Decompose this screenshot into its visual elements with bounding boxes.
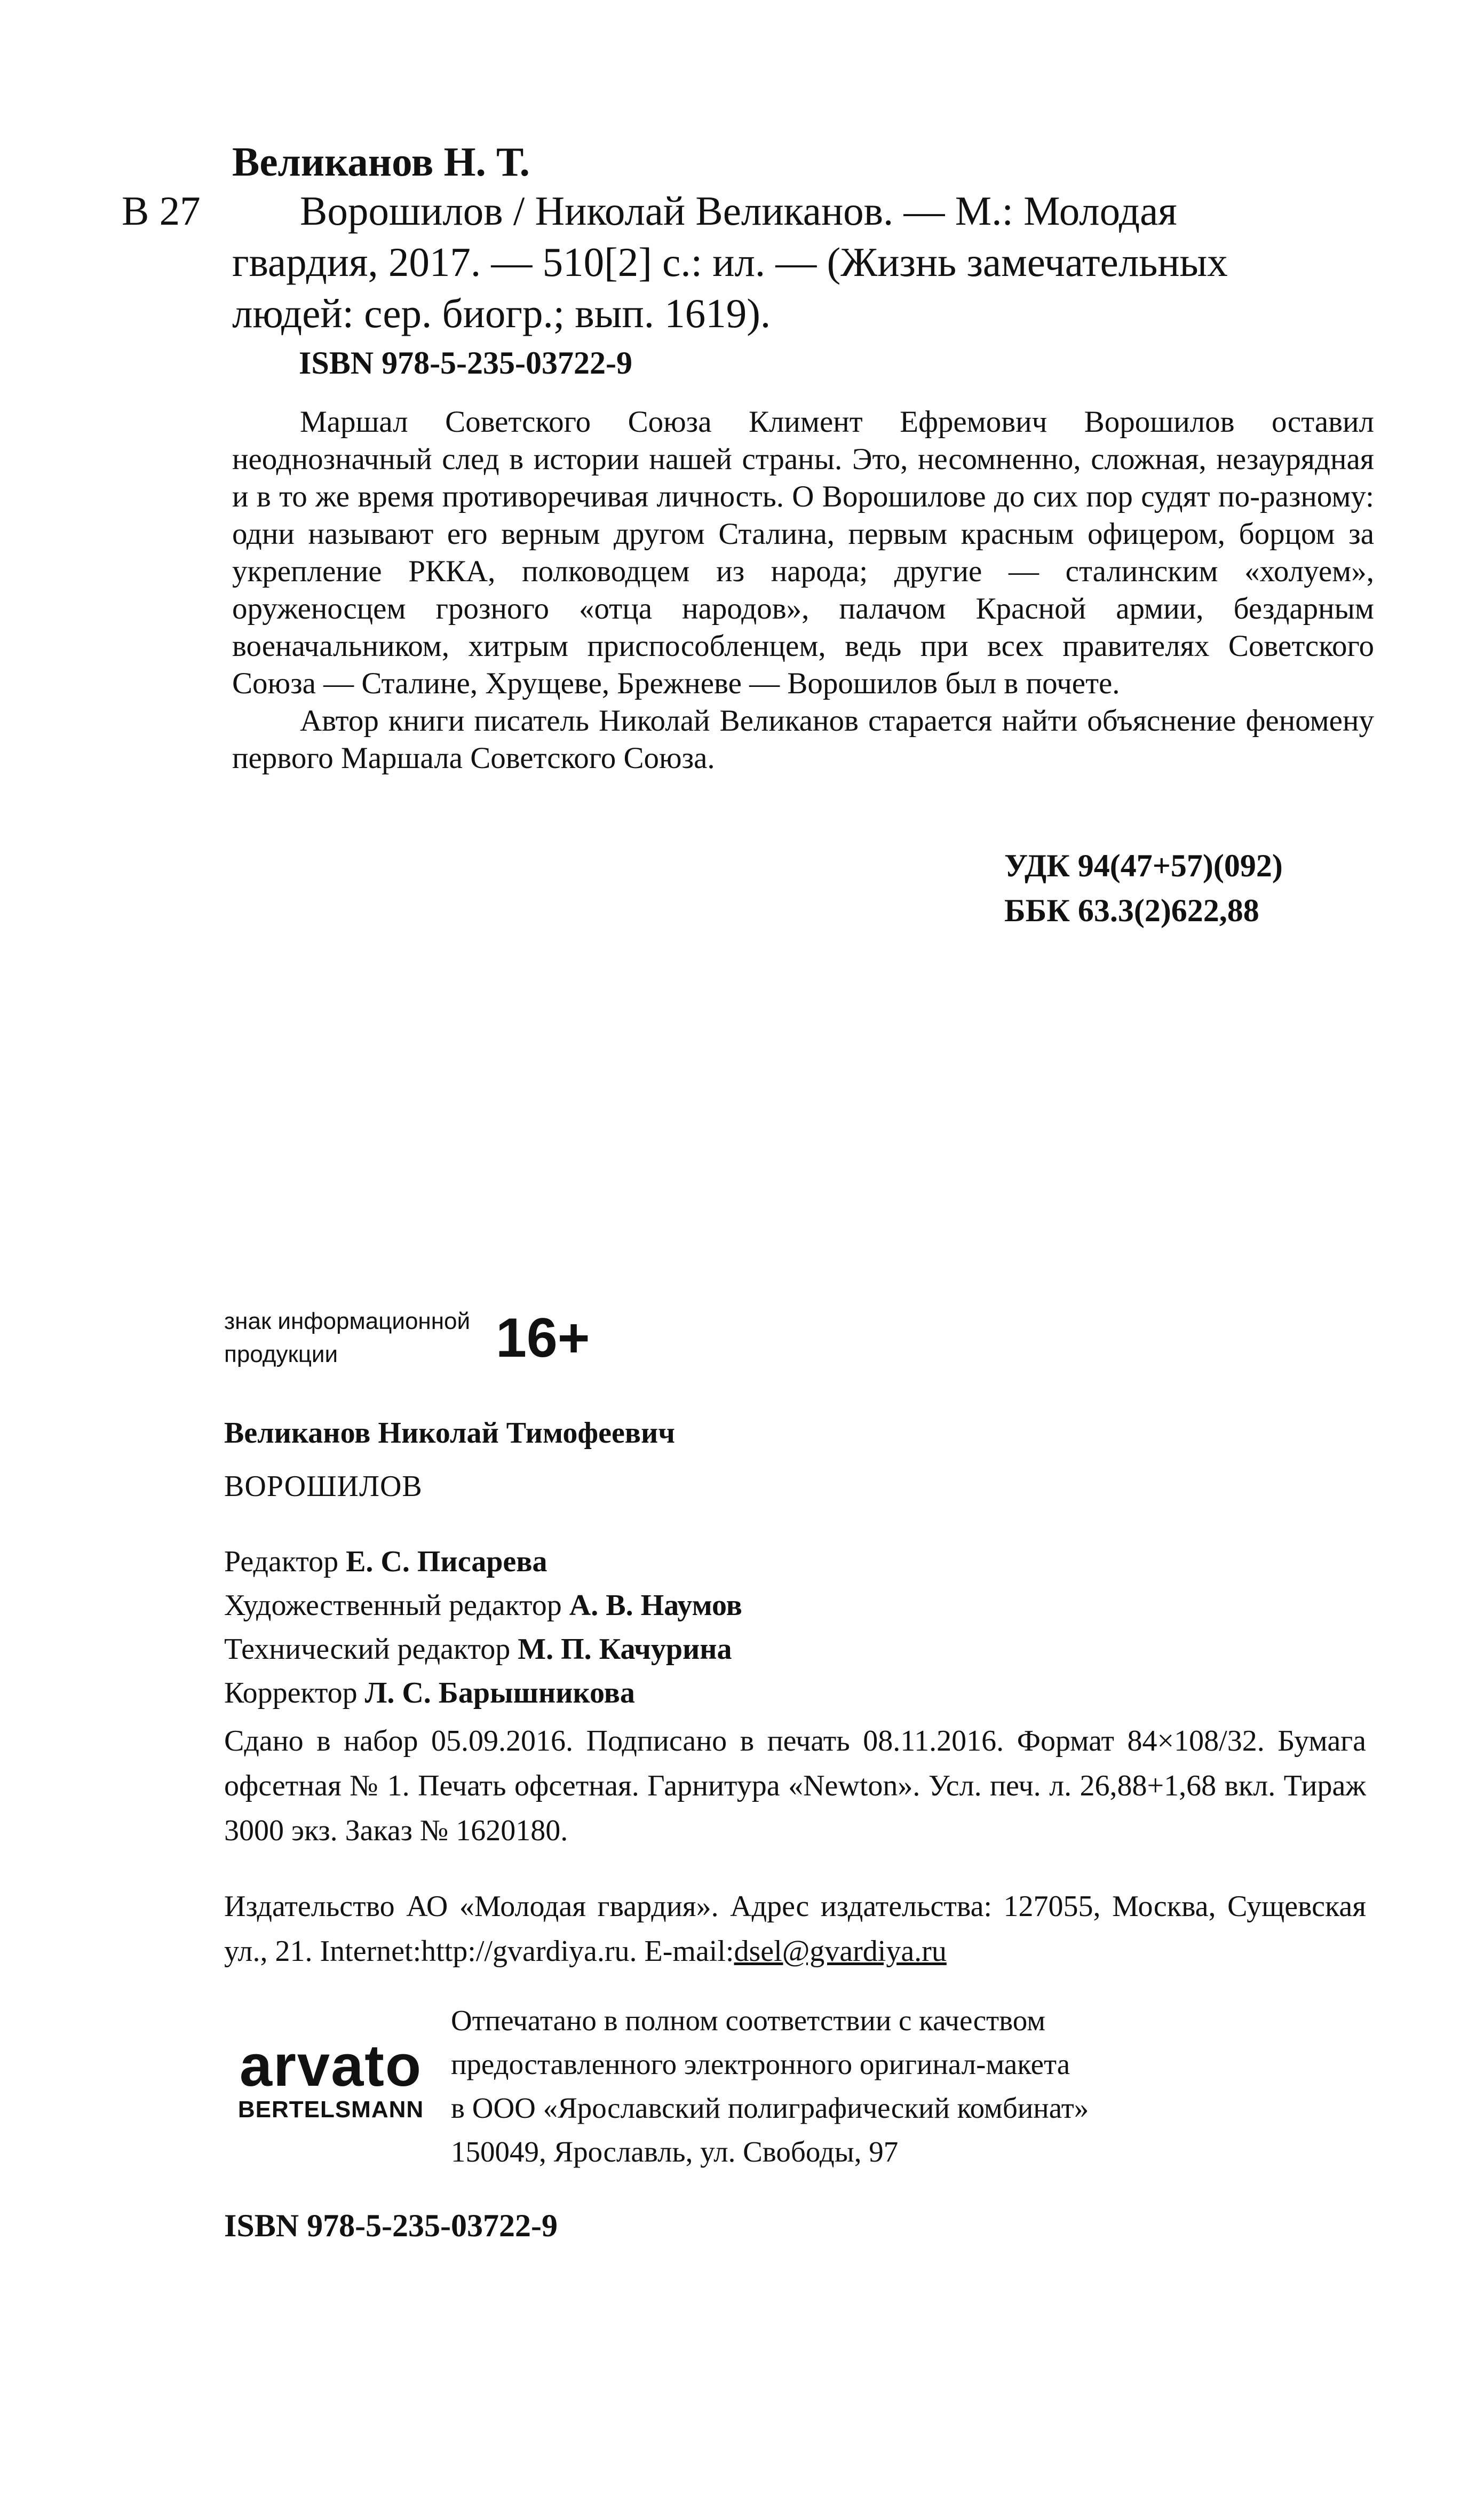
age-rating-sign [224,1305,590,1371]
imprint-author: Великанов Николай Тимофеевич [224,1416,675,1450]
credit-row [224,1671,742,1715]
credits-list [224,1540,742,1715]
udk-code: УДК 94(47+57)(092) [1004,848,1283,883]
credit-row [224,1627,742,1671]
credit-role: Корректор [224,1676,365,1710]
credit-name: А. В. Наумов [569,1589,742,1622]
biblio-line-1: Ворошилов / Николай Великанов. — М.: Молодая [300,188,1177,234]
biblio-line-2: гвардия, 2017. — 510[2] с.: ил. — (Жизнь замечательных [232,239,1228,285]
credit-role: Технический редактор [224,1633,518,1666]
printer-logo-subtitle: BERTELSMANN [237,2096,424,2123]
print-data: Сдано в набор 05.09.2016. Подписано в печать 08.11.2016. Формат 84×108/32. Бумага офсетная № 1. Печать офсетная. Гарнитура «Newton». Усл. печ. л. 26,88+1,68 вкл. Тираж 3000 экз. Заказ № 1620180. [224,1724,1366,1847]
isbn-bottom: ISBN 978-5-235-03722-9 [224,2208,558,2243]
annotation-paragraph-2: Автор книги писатель Николай Великанов старается найти объяснение феномену первого Маршала Советского Союза. [232,704,1374,775]
bibliographic-description [232,185,1377,339]
age-rating-label [224,1305,470,1371]
age-rating-label-line-2: продукции [224,1341,338,1367]
printer-info-line-2: предоставленного электронного оригинал-макета [451,2048,1070,2080]
credit-role: Редактор [224,1545,346,1578]
publisher-email-link[interactable]: dsel@gvardiya.ru [734,1935,947,1968]
biblio-line-3: людей: сер. биогр.; вып. 1619). [232,290,771,336]
bbk-code: ББК 63.3(2)622,88 [1004,893,1259,928]
credit-role: Художественный редактор [224,1589,569,1622]
printer-logo-wordmark: arvato [239,2033,423,2099]
credit-row [224,1540,742,1584]
age-rating-label-line-1: знак информационной [224,1308,471,1334]
classification-codes [1004,843,1283,933]
printer-logo [224,2033,438,2124]
printer-info-line-4: 150049, Ярославль, ул. Свободы, 97 [451,2135,899,2168]
catalog-author-heading: Великанов Н. Т. [232,139,530,185]
catalog-isbn: ISBN 978-5-235-03722-9 [299,345,632,381]
annotation-paragraph-1: Маршал Советского Союза Климент Ефремович Ворошилов оставил неоднозначный след в истории нашей страны. Это, несомненно, сложная, незаурядная и в то же время противоречивая личность. О Ворошилове до сих пор судят по-разному: одни называют его верным другом Сталина, первым красным офицером, борцом за укрепление РККА, полководцем из народа; другие — сталинским «холуем», оруженосцем грозного «отца народов», палачом Красной армии, бездарным военачальником, хитрым приспособленцем, ведь при всех правителях Советского Союза — Сталине, Хрущеве, Брежневе — Ворошилов был в почете. [232,405,1374,700]
age-rating-value: 16+ [496,1307,590,1369]
printer-info-line-3: в ООО «Ярославский полиграфический комбинат» [451,2092,1089,2124]
credit-name: М. П. Качурина [518,1633,732,1666]
publisher-info [224,1884,1366,1974]
credit-name: Е. С. Писарева [346,1545,547,1578]
catalog-code: В 27 [122,188,201,234]
imprint-title: ВОРОШИЛОВ [224,1470,423,1503]
credit-row [224,1584,742,1627]
annotation [232,403,1374,777]
publisher-text: Издательство АО «Молодая гвардия». Адрес издательства: 127055, Москва, Сущевская ул., 21. Internet:http://gvardiya.ru. E-mail: [224,1890,1366,1968]
printer-info-line-1: Отпечатано в полном соответствии с качеством [451,2004,1046,2037]
printer-info [451,1999,1089,2174]
credit-name: Л. С. Барышникова [364,1676,635,1710]
